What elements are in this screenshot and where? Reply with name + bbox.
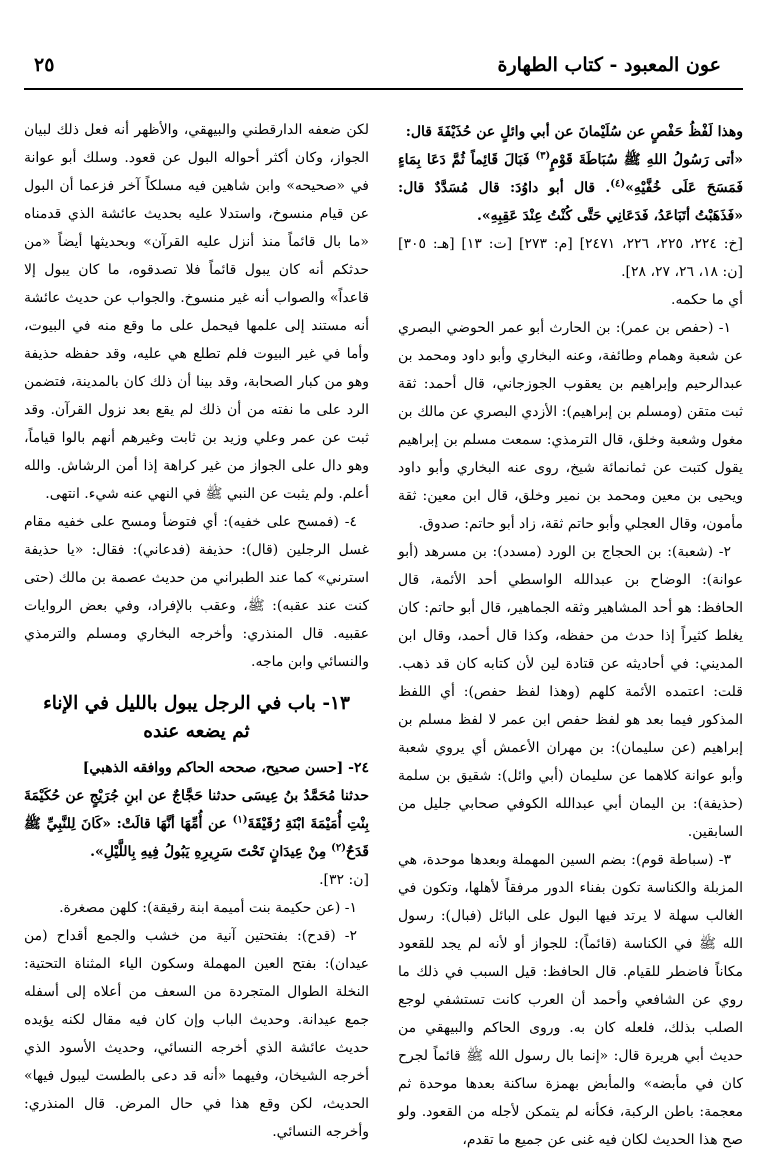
chapter-note: أي ما حكمه. bbox=[671, 292, 743, 308]
hadith-text-2: حدثنا مُحَمَّدُ بنُ عِيسَى حدثنا حَجَّاجٌ عن ابنِ جُرَيْجٍ عن حُكَيْمَةَ بِنْتِ أُمَيْمَةَ ابْنَةِ رُقَيْقَةَ$^{(١)}$ عن أُمِّهَا أنَّهَا قالَتْ: «كَانَ لِلنَّبِيِّ ﷺ قَدَحٌ$^{(٢)}$ مِنْ عِيدَانٍ تَحْتَ سَرِيرِهِ يَبُولُ فِيهِ بِاللَّيْلِ». bbox=[24, 788, 369, 860]
footnote-ref: (٤) bbox=[610, 178, 626, 190]
commentary-note-2: ٢- (شعبة): بن الحجاج بن الورد (مسدد): بن مسرهد (أبو عوانة): الوضاح بن عبدالله الواسطي أحد الأئمة، قال الحافظ: هو أحد المشاهير وثقه الجماهير، قال أبو حاتم: كان يغلط كثيراً إذا حدث من حفظه، وكذا قال أحمد، وقال ابن المديني: في أحاديثه عن قتادة لين لأن كتابه كان قد ذهب. قلت: اعتمده الأئمة كلهم (وهذا لفظ حفص): أي اللفظ المذكور فيما بعد هو لفظ حفص ابن عمر لا لفظ مسلم بن إبراهيم (عن سليمان): بن مهران الأعمش أي يروي شعبة وأبو عوانة كلاهما عن سليمان (أبي وائل): شقيق بن سلمة (حذيفة): بن اليمان أبي عبدالله الكوفي صحابي جليل من السابقين. bbox=[398, 544, 743, 840]
hadith-references-2: [ن: ٣٢]. bbox=[319, 872, 369, 888]
commentary-continued: لكن ضعفه الدارقطني والبيهقي، والأظهر أنه فعل ذلك لبيان الجواز، وكان أكثر أحواله البول عن قعود. وسلك أبو عوانة في «صحيحه» وابن شاهين فيه مسلكاً آخر فزعما أن البول عن قيام منسوخ، واستدلا عليه بحديث عائشة الذي قدمناه «ما بال قائماً منذ أنزل عليه القرآن» وبحديثها أيضاً «من حدثكم أنه كان يبول قائماً فلا تصدقوه، ما كان يبول إلا قاعداً» والصواب أنه غير منسوخ. والجواب عن حديث عائشة أنه مستند إلى علمها فيحمل على ما وقع منه في البيوت، وأما في غير البيوت فلم تطلع هي عليه، وقد حفظه حذيفة وهو من كبار الصحابة، وقد بينا أن ذلك كان بالمدينة، فتضمن الرد على ما نفته من أن ذلك لم يقع بعد نزول القرآن. وقد ثبت عن عمر وعلي وزيد بن ثابت وغيرهم أنهم بالوا قياماً، وهو دال على الجواز من غير كراهة إذا أمن الرشاش. والله أعلم. ولم يثبت عن النبي ﷺ في النهي عنه شيء. انتهى. bbox=[24, 122, 369, 502]
chapter-title: ١٣- باب في الرجل يبول بالليل في الإناء ثم يضعه عنده bbox=[43, 693, 350, 742]
commentary-note-3: ٣- (سباطة قوم): بضم السين المهملة وبعدها موحدة، هي المزبلة والكناسة تكون بفناء الدور مرفقاً لأهلها، وتكون في الغالب سهلة لا يرتد فيها البول على البائل (فبال): رسول الله ﷺ في الكناسة (قائماً): للجواز أو لأنه لم يجد للقعود مكاناً فاضطر للقيام. قال الحافظ: قيل السبب في ذلك ما روي عن الشافعي وأحمد أن العرب كانت تستشفي لوجع الصلب بذلك، فلعله كان به. وروى الحاكم والبيهقي من حديث أبي هريرة قال: «إنما بال رسول الله ﷺ قائماً لجرح كان في مأبضه» والمأبض بهمزة ساكنة بعدها موحدة ثم معجمة: باطن الركبة، فكأنه لم يتمكن لأجله من القعود. ولو صح هذا الحديث لكان فيه غنى عن جميع ما تقدم، bbox=[398, 852, 743, 1148]
footnote-ref: (٢) bbox=[331, 842, 346, 854]
commentary-note-6: ٢- (قدح): بفتحتين آنية من خشب والجمع أقداح (من عيدان): بفتح العين المهملة وسكون الياء المثناة التحتية: النخلة الطوال المتجردة من السعف من أعلاه إلى أسفله جمع عيدانة. وحديث الباب وإن كان فيه مقال لكنه يؤيده حديث عائشة الذي أخرجه النسائي، وحديث الأسود الذي أخرجه الشيخان، وفيهما «أنه قد دعى بالطست ليبول فيها» الحديث، لكن وقع هذا في حال المرض. قال المنذري: وأخرجه النسائي. bbox=[24, 928, 369, 1140]
hadith-references: [خ: ٢٢٤، ٢٢٥، ٢٢٦، ٢٤٧١] [م: ٢٧٣] [ت: ١٣] [هـ: ٣٠٥] [ن: ١٨، ٢٦، ٢٧، ٢٨]. bbox=[398, 236, 743, 280]
page-header bbox=[24, 50, 743, 90]
footnote-ref: (٣) bbox=[535, 150, 551, 162]
commentary-note-1: ١- (حفص بن عمر): بن الحارث أبو عمر الحوضي البصري عن شعبة وهمام وطائفة، وعنه البخاري وأبو داود ومحمد بن عبدالرحيم وإبراهيم بن يعقوب الجوزجاني، قال أحمد: ثقة ثبت متقن (ومسلم بن إبراهيم): الأزدي البصري عن مالك بن مغول وشعبة وخلق، قال الترمذي: سمعت مسلم بن إبراهيم يقول كتبت عن ثمانمائة شيخ، روى عنه البخاري وأبو داود ويحيى بن معين ومحمد بن نمير وخلق، قال ابن معين: ثقة مأمون، وقال العجلي وأبو حاتم ثقة، زاد أبو حاتم: صدوق. bbox=[398, 320, 743, 532]
hadith-text: «أتى رَسُولُ اللهِ ﷺ سُبَاطَةَ قَوْمٍ$^{(٣)}$ فَبَالَ قَائِماً ثُمَّ دَعَا بِمَاءٍ فَمَسَحَ عَلَى خُفَّيْهِ»$^{(٤)}$. قال أبو داوُدَ: قال مُسَدَّدٌ قال: «فَذَهَبْتُ أتَبَاعَدُ، فَدَعَانِي حَتَّى كُنْتُ عِنْدَ عَقِبِهِ». bbox=[398, 150, 744, 224]
page-number: ٢٥ bbox=[34, 54, 55, 76]
commentary-note-5: ١- (عن حكيمة بنت أميمة ابنة رقيقة): كلهن مصغرة. bbox=[59, 900, 357, 916]
footnote-ref: (١) bbox=[232, 814, 248, 826]
hadith-grading: ٢٤- [حسن صحيح، صححه الحاكم ووافقه الذهبي] bbox=[82, 760, 369, 776]
running-title: عون المعبود - كتاب الطهارة bbox=[497, 54, 721, 76]
hadith-intro: وهذا لَفْظُ حَفْصٍ عن سُلَيْمانَ عن أبي وائلٍ عن حُذَيْفَةَ قال: bbox=[405, 124, 743, 140]
commentary-note-4: ٤- (فمسح على خفيه): أي فتوضأ ومسح على خفيه مقام غسل الرجلين (قال): حذيفة (فدعاني): فقال: «يا حذيفة استرني» كما عند الطبراني من حديث عصمة بن مالك (حتى كنت عند عقبه): ﷺ، وعقب بالإفراد، وفي بعض الروايات عقبيه. قال المنذري: وأخرجه البخاري ومسلم والترمذي والنسائي وابن ماجه. bbox=[24, 514, 369, 670]
left-column bbox=[24, 116, 369, 1146]
right-column bbox=[398, 118, 743, 1154]
